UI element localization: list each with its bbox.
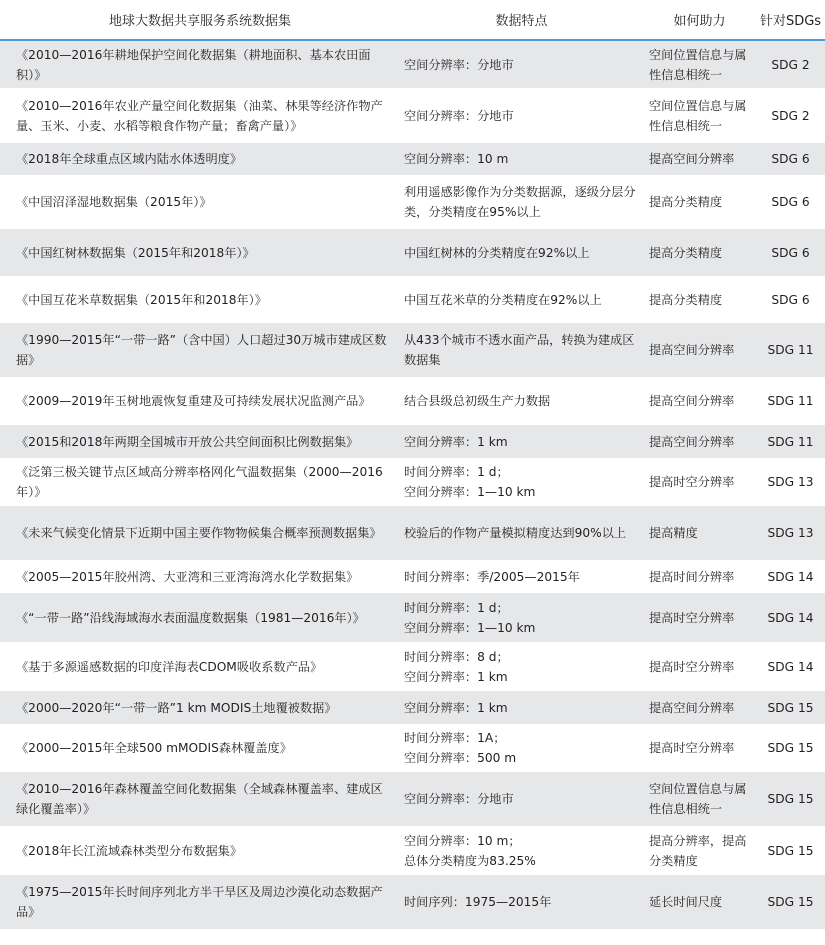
dataset-help: 提高空间分辨率	[643, 377, 756, 425]
feature-line: 空间分辨率：1—10 km	[404, 485, 536, 499]
dataset-sdg: SDG 11	[756, 425, 825, 458]
dataset-help: 提高分类精度	[643, 175, 756, 229]
feature-line: 空间分辨率：1 km	[404, 434, 508, 449]
table-row	[0, 826, 825, 875]
dataset-feature	[400, 377, 643, 425]
dataset-name: 《中国互花米草数据集（2015年和2018年）》	[0, 276, 400, 323]
header-dataset: 地球大数据共享服务系统数据集	[0, 0, 400, 40]
dataset-feature	[400, 425, 643, 458]
dataset-help: 延长时间尺度	[643, 875, 756, 929]
dataset-help: 提高时空分辨率	[643, 724, 756, 772]
dataset-help: 提高空间分辨率	[643, 323, 756, 377]
dataset-name: 《2000—2015年全球500 mMODIS森林覆盖度》	[0, 724, 400, 772]
table-row	[0, 593, 825, 642]
dataset-name: 《泛第三极关键节点区域高分辨率格网化气温数据集（2000—2016年）》	[0, 458, 400, 506]
feature-line: 总体分类精度为83.25%	[404, 853, 536, 868]
dataset-help: 提高分类精度	[643, 276, 756, 323]
header-sdg: 针对SDGs	[756, 0, 825, 40]
dataset-name: 《基于多源遥感数据的印度洋海表CDOM吸收系数产品》	[0, 642, 400, 691]
feature-line: 空间分辨率：500 m	[404, 751, 517, 765]
dataset-name: 《2000—2020年“一带一路”1 km MODIS土地覆被数据》	[0, 691, 400, 724]
dataset-feature	[400, 458, 643, 506]
table-row	[0, 642, 825, 691]
dataset-sdg: SDG 14	[756, 593, 825, 642]
header-feature: 数据特点	[400, 0, 643, 40]
dataset-feature	[400, 875, 643, 929]
dataset-help: 空间位置信息与属性信息相统一	[643, 772, 756, 826]
table-row	[0, 229, 825, 276]
dataset-name: 《2009—2019年玉树地震恢复重建及可持续发展状况监测产品》	[0, 377, 400, 425]
feature-line: 时间序列：1975—2015年	[404, 895, 552, 909]
dataset-name: 《2018年长江流域森林类型分布数据集》	[0, 826, 400, 875]
table-row	[0, 40, 825, 88]
dataset-feature	[400, 88, 643, 143]
feature-line: 时间分辨率：8 d；	[404, 649, 509, 664]
table-row	[0, 175, 825, 229]
table-row	[0, 560, 825, 593]
table-row	[0, 276, 825, 323]
table-row	[0, 506, 825, 560]
dataset-sdg: SDG 15	[756, 691, 825, 724]
dataset-feature	[400, 229, 643, 276]
dataset-name: 《“一带一路”沿线海域海水表面温度数据集（1981—2016年）》	[0, 593, 400, 642]
table-body	[0, 40, 825, 929]
feature-line: 时间分辨率：1A；	[404, 731, 506, 745]
table-row	[0, 143, 825, 175]
feature-line: 空间分辨率：分地市	[404, 792, 514, 806]
dataset-name: 《1975—2015年长时间序列北方半干旱区及周边沙漠化动态数据产品》	[0, 875, 400, 929]
table-row	[0, 458, 825, 506]
dataset-help: 空间位置信息与属性信息相统一	[643, 88, 756, 143]
dataset-help: 提高分辨率，提高分类精度	[643, 826, 756, 875]
feature-line: 时间分辨率：1 d；	[404, 600, 509, 615]
dataset-help: 提高空间分辨率	[643, 143, 756, 175]
table-row	[0, 772, 825, 826]
dataset-sdg: SDG 14	[756, 560, 825, 593]
dataset-name: 《中国红树林数据集（2015年和2018年）》	[0, 229, 400, 276]
dataset-name: 《2018年全球重点区域内陆水体透明度》	[0, 143, 400, 175]
dataset-feature	[400, 323, 643, 377]
dataset-sdg: SDG 6	[756, 276, 825, 323]
dataset-feature	[400, 560, 643, 593]
feature-line: 空间分辨率：1—10 km	[404, 620, 536, 635]
dataset-help: 提高分类精度	[643, 229, 756, 276]
table-header-row	[0, 0, 825, 40]
feature-line: 空间分辨率：10 m	[404, 152, 509, 166]
dataset-sdg: SDG 15	[756, 826, 825, 875]
feature-line: 中国红树林的分类精度在92%以上	[404, 245, 590, 260]
dataset-feature	[400, 175, 643, 229]
dataset-sdg: SDG 11	[756, 377, 825, 425]
dataset-feature	[400, 691, 643, 724]
dataset-sdg: SDG 15	[756, 875, 825, 929]
dataset-sdg: SDG 6	[756, 229, 825, 276]
dataset-help: 空间位置信息与属性信息相统一	[643, 40, 756, 88]
table-row	[0, 724, 825, 772]
table-row	[0, 691, 825, 724]
dataset-feature	[400, 40, 643, 88]
feature-line: 空间分辨率：1 km	[404, 700, 508, 715]
dataset-name: 《2015和2018年两期全国城市开放公共空间面积比例数据集》	[0, 425, 400, 458]
feature-line: 空间分辨率：分地市	[404, 108, 514, 123]
feature-line: 空间分辨率：分地市	[404, 57, 514, 72]
feature-line: 时间分辨率：1 d；	[404, 465, 509, 479]
dataset-help: 提高时空分辨率	[643, 642, 756, 691]
feature-line: 空间分辨率：10 m；	[404, 833, 521, 848]
dataset-feature	[400, 724, 643, 772]
dataset-name: 《未来气候变化情景下近期中国主要作物物候集合概率预测数据集》	[0, 506, 400, 560]
dataset-help: 提高空间分辨率	[643, 691, 756, 724]
feature-line: 从433个城市不透水面产品，转换为建成区数据集	[404, 333, 635, 367]
dataset-feature	[400, 826, 643, 875]
feature-line: 结合县级总初级生产力数据	[404, 394, 551, 408]
dataset-name: 《1990—2015年“一带一路”（含中国）人口超过30万城市建成区数据》	[0, 323, 400, 377]
dataset-feature	[400, 593, 643, 642]
dataset-help: 提高时间分辨率	[643, 560, 756, 593]
dataset-sdg: SDG 14	[756, 642, 825, 691]
dataset-feature	[400, 276, 643, 323]
dataset-name: 《2010—2016年农业产量空间化数据集（油菜、林果等经济作物产量、玉米、小麦、水稻等粮食作物产量；畜禽产量）》	[0, 88, 400, 143]
dataset-sdg: SDG 2	[756, 88, 825, 143]
feature-line: 校验后的作物产量模拟精度达到90%以上	[404, 526, 627, 540]
dataset-name: 《中国沼泽湿地数据集（2015年）》	[0, 175, 400, 229]
dataset-name: 《2005—2015年胶州湾、大亚湾和三亚湾海湾水化学数据集》	[0, 560, 400, 593]
dataset-help: 提高空间分辨率	[643, 425, 756, 458]
dataset-help: 提高精度	[643, 506, 756, 560]
table-row	[0, 377, 825, 425]
dataset-name: 《2010—2016年森林覆盖空间化数据集（全域森林覆盖率、建成区绿化覆盖率）》	[0, 772, 400, 826]
dataset-sdg: SDG 15	[756, 724, 825, 772]
feature-line: 时间分辨率：季/2005—2015年	[404, 569, 580, 584]
header-help: 如何助力	[643, 0, 756, 40]
feature-line: 中国互花米草的分类精度在92%以上	[404, 292, 602, 307]
dataset-sdg: SDG 2	[756, 40, 825, 88]
dataset-sdg: SDG 13	[756, 458, 825, 506]
dataset-help: 提高时空分辨率	[643, 593, 756, 642]
dataset-feature	[400, 642, 643, 691]
table-row	[0, 875, 825, 929]
dataset-sdg: SDG 6	[756, 175, 825, 229]
dataset-sdg: SDG 15	[756, 772, 825, 826]
table-row	[0, 425, 825, 458]
dataset-feature	[400, 506, 643, 560]
dataset-sdg: SDG 11	[756, 323, 825, 377]
dataset-feature	[400, 772, 643, 826]
dataset-name: 《2010—2016年耕地保护空间化数据集（耕地面积、基本农田面积）》	[0, 40, 400, 88]
table-row	[0, 88, 825, 143]
feature-line: 利用遥感影像作为分类数据源，逐级分层分类，分类精度在95%以上	[404, 185, 636, 219]
dataset-sdg: SDG 13	[756, 506, 825, 560]
dataset-feature	[400, 143, 643, 175]
dataset-sdg: SDG 6	[756, 143, 825, 175]
dataset-help: 提高时空分辨率	[643, 458, 756, 506]
table-row	[0, 323, 825, 377]
feature-line: 空间分辨率：1 km	[404, 669, 508, 684]
